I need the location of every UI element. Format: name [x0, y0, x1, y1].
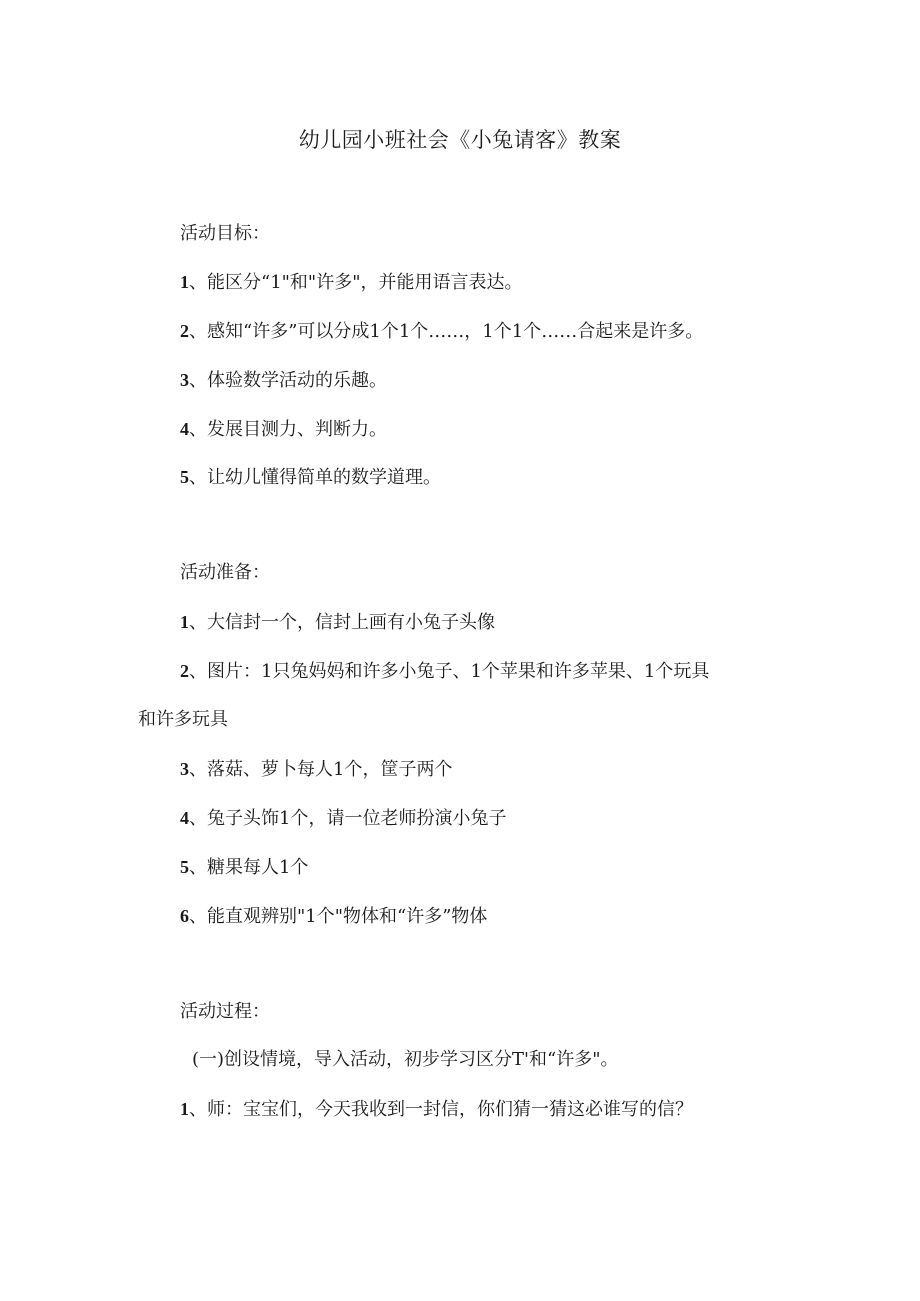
process-item-text: 、师：宝宝们，今天我收到一封信，你们猜一猜这必谁写的信？: [189, 1099, 693, 1120]
process-heading: 活动过程：: [180, 1001, 270, 1022]
prep-item-text: 、图片：1只兔妈妈和许多小兔子、1个苹果和许多苹果、1个玩具: [189, 661, 710, 682]
goal-item-5: [180, 465, 441, 490]
process-item-1: [180, 1097, 693, 1122]
process-subheading: (一)创设情境，导入活动，初步学习区分T'和“许多"。: [192, 1049, 619, 1070]
goal-item-number: 1: [180, 272, 189, 292]
prep-item-number: 1: [180, 612, 189, 632]
goal-item-number: 4: [180, 419, 189, 439]
goal-item-2: [180, 319, 703, 344]
prep-item-text: 、糖果每人1个: [189, 857, 309, 878]
prep-item-3: [180, 757, 452, 782]
goal-item-4: [180, 417, 387, 442]
goal-item-text: 、感知“许多”可以分成1个1个……，1个1个……合起来是许多。: [189, 321, 704, 342]
prep-heading: 活动准备：: [180, 562, 270, 583]
prep-item-text: 、能直观辨别"1个"物体和“许多”物体: [189, 906, 488, 927]
prep-item-2: [180, 659, 709, 684]
prep-item-4: [180, 806, 506, 831]
goal-item-3: [180, 368, 387, 393]
prep-item-number: 6: [180, 906, 189, 926]
goal-item-text: 、让幼儿懂得简单的数学道理。: [189, 467, 441, 488]
prep-item-text: 、兔子头饰1个，请一位老师扮演小兔子: [189, 808, 507, 829]
prep-item-number: 5: [180, 857, 189, 877]
prep-item-number: 3: [180, 759, 189, 779]
prep-item-6: [180, 904, 487, 929]
prep-item-text: 、落菇、萝卜每人1个，筐子两个: [189, 759, 453, 780]
goal-item-number: 3: [180, 370, 189, 390]
goal-item-number: 2: [180, 321, 189, 341]
document-title: 幼儿园小班社会《小兔请客》教案: [298, 128, 622, 152]
prep-item-2-continuation: 和许多玩具: [138, 709, 228, 730]
prep-item-5: [180, 855, 308, 880]
prep-item-number: 2: [180, 661, 189, 681]
process-item-number: 1: [180, 1099, 189, 1119]
goal-item-number: 5: [180, 467, 189, 487]
goals-heading: 活动目标：: [180, 223, 270, 244]
goal-item-text: 、能区分“1"和"许多"，并能用语言表达。: [189, 272, 523, 293]
prep-item-1: [180, 610, 495, 635]
goal-item-text: 、发展目测力、判断力。: [189, 419, 387, 440]
prep-item-number: 4: [180, 808, 189, 828]
goal-item-text: 、体验数学活动的乐趣。: [189, 370, 387, 391]
goal-item-1: [180, 270, 523, 295]
prep-item-text: 、大信封一个，信封上画有小兔子头像: [189, 612, 495, 633]
